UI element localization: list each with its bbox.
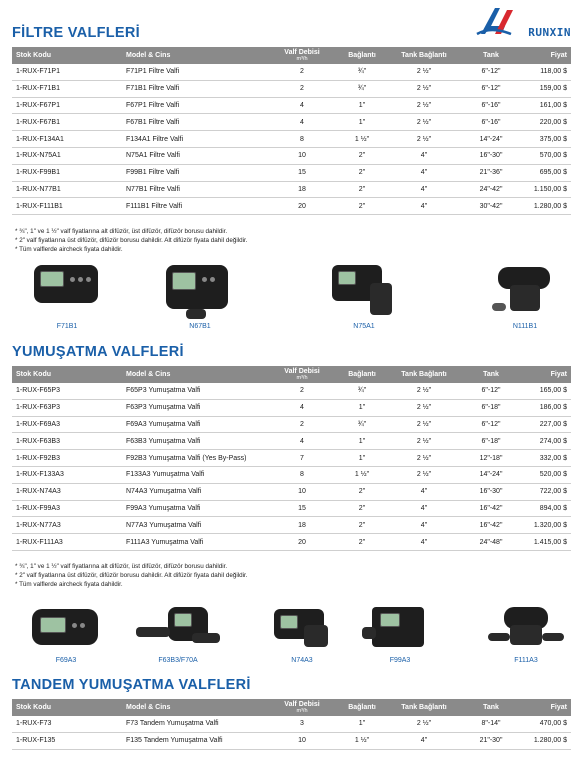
product-f63b3-f70a — [132, 605, 224, 669]
cell-conn: 2" — [334, 164, 390, 181]
table-row — [12, 433, 571, 450]
cell-price: 1.415,00 $ — [524, 534, 571, 551]
valve-screen — [380, 613, 400, 627]
col-code: Stok Kodu — [12, 699, 122, 716]
product-caption: N75A1 — [353, 323, 375, 330]
col-flow: Valf Debisi m³/h — [270, 366, 334, 383]
col-tank-conn: Tank Bağlantı — [390, 366, 458, 383]
cell-code: 1-RUX-N77A3 — [12, 517, 122, 534]
cell-tank: 6"-18" — [458, 399, 524, 416]
cell-conn: 2" — [334, 181, 390, 198]
brand-name: RUNXIN — [528, 26, 571, 39]
table-row — [12, 732, 571, 749]
cell-code: 1-RUX-F99A3 — [12, 500, 122, 517]
cell-price: 118,00 $ — [524, 64, 571, 80]
cell-conn: 1 ½" — [334, 466, 390, 483]
valve-screen — [280, 615, 298, 629]
cell-code: 1-RUX-F133A3 — [12, 466, 122, 483]
col-tank: Tank — [458, 366, 524, 383]
cell-tank-conn: 4" — [390, 147, 458, 164]
cell-tank: 24"-42" — [458, 181, 524, 198]
cell-price: 186,00 $ — [524, 399, 571, 416]
col-tank: Tank — [458, 47, 524, 64]
cell-flow: 2 — [270, 416, 334, 433]
note: * Tüm valflerde aircheck fiyata dahildir. — [15, 246, 123, 253]
cell-tank: 6"-12" — [458, 80, 524, 97]
col-price: Fiyat — [524, 699, 571, 716]
cell-tank: 8"-14" — [458, 716, 524, 732]
cell-price: 220,00 $ — [524, 114, 571, 131]
table-row — [12, 383, 571, 399]
cell-conn: 1 ½" — [334, 732, 390, 749]
table-row — [12, 500, 571, 517]
cell-price: 894,00 $ — [524, 500, 571, 517]
cell-flow: 20 — [270, 534, 334, 551]
cell-tank: 21"-36" — [458, 164, 524, 181]
cell-tank-conn: 2 ½" — [390, 466, 458, 483]
col-model: Model & Cins — [122, 699, 270, 716]
valve-screen — [40, 271, 64, 287]
cell-flow: 15 — [270, 164, 334, 181]
cell-tank: 12"-18" — [458, 450, 524, 467]
cell-conn: ¾" — [334, 80, 390, 97]
product-caption: F69A3 — [55, 657, 77, 664]
cell-model: N77B1 Filtre Valfi — [122, 181, 270, 198]
table-row — [12, 399, 571, 416]
cell-tank-conn: 2 ½" — [390, 416, 458, 433]
cell-tank-conn: 2 ½" — [390, 114, 458, 131]
cell-price: 695,00 $ — [524, 164, 571, 181]
table-row — [12, 97, 571, 114]
valve-screen — [40, 617, 66, 633]
cell-flow: 10 — [270, 483, 334, 500]
cell-code: 1-RUX-F67B1 — [12, 114, 122, 131]
table-row — [12, 416, 571, 433]
col-model: Model & Cins — [122, 366, 270, 383]
cell-tank-conn: 2 ½" — [390, 131, 458, 148]
product-n75a1 — [326, 263, 402, 338]
product-caption: F111A3 — [514, 657, 538, 664]
product-f111a3 — [486, 605, 566, 669]
cell-price: 159,00 $ — [524, 80, 571, 97]
valve-screen — [338, 271, 356, 285]
product-caption: F71B1 — [56, 323, 78, 330]
cell-code: 1-RUX-F111A3 — [12, 534, 122, 551]
cell-tank: 6"-16" — [458, 114, 524, 131]
cell-conn: ¾" — [334, 416, 390, 433]
cell-price: 1.320,00 $ — [524, 517, 571, 534]
col-code: Stok Kodu — [12, 366, 122, 383]
cell-tank: 14"-24" — [458, 131, 524, 148]
note: * ¾", 1" ve 1 ½" valf fiyatlarına alt difüzör, üst difüzör, difüzör borusu dahildir. — [15, 228, 228, 235]
cell-tank: 14"-24" — [458, 466, 524, 483]
note: * 2" valf fiyatlarına üst difüzör, difüzör borusu dahildir. Alt difüzör fiyata dahil değildir. — [15, 237, 248, 244]
valve-screen — [172, 272, 196, 290]
product-caption: F63B3/F70A — [158, 657, 198, 664]
cell-tank: 6"-12" — [458, 416, 524, 433]
cell-tank: 30"-42" — [458, 198, 524, 215]
table-row — [12, 450, 571, 467]
cell-flow: 10 — [270, 147, 334, 164]
col-tank-conn: Tank Bağlantı — [390, 699, 458, 716]
table-row — [12, 198, 571, 215]
cell-price: 722,00 $ — [524, 483, 571, 500]
cell-flow: 4 — [270, 114, 334, 131]
softener-table — [12, 366, 571, 551]
cell-tank-conn: 4" — [390, 164, 458, 181]
cell-code: 1-RUX-F135 — [12, 732, 122, 749]
cell-price: 161,00 $ — [524, 97, 571, 114]
cell-flow: 15 — [270, 500, 334, 517]
cell-code: 1-RUX-F63B3 — [12, 433, 122, 450]
cell-tank-conn: 2 ½" — [390, 716, 458, 732]
cell-tank-conn: 2 ½" — [390, 64, 458, 80]
col-tank-conn: Tank Bağlantı — [390, 47, 458, 64]
cell-conn: 1" — [334, 433, 390, 450]
cell-flow: 18 — [270, 517, 334, 534]
cell-code: 1-RUX-N75A1 — [12, 147, 122, 164]
cell-flow: 4 — [270, 399, 334, 416]
table-row — [12, 466, 571, 483]
col-conn: Bağlantı — [334, 699, 390, 716]
cell-tank-conn: 4" — [390, 500, 458, 517]
cell-flow: 20 — [270, 198, 334, 215]
table-row — [12, 131, 571, 148]
col-tank: Tank — [458, 699, 524, 716]
cell-tank: 16"-42" — [458, 500, 524, 517]
cell-price: 470,00 $ — [524, 716, 571, 732]
cell-conn: 1" — [334, 716, 390, 732]
cell-code: 1-RUX-F71B1 — [12, 80, 122, 97]
cell-tank-conn: 2 ½" — [390, 97, 458, 114]
table-row — [12, 80, 571, 97]
cell-tank: 6"-16" — [458, 97, 524, 114]
cell-model: F92B3 Yumuşatma Valfi (Yes By-Pass) — [122, 450, 270, 467]
cell-flow: 2 — [270, 80, 334, 97]
cell-model: F67P1 Filtre Valfi — [122, 97, 270, 114]
cell-code: 1-RUX-F69A3 — [12, 416, 122, 433]
cell-price: 1.150,00 $ — [524, 181, 571, 198]
product-n111b1 — [488, 263, 562, 338]
note: * 2" valf fiyatlarına üst difüzör, difüzör borusu dahildir. Alt difüzör fiyata dahil değildir. — [15, 572, 248, 579]
cell-code: 1-RUX-F134A1 — [12, 131, 122, 148]
softener-notes — [15, 562, 248, 589]
col-conn: Bağlantı — [334, 47, 390, 64]
cell-flow: 3 — [270, 716, 334, 732]
cell-model: F73 Tandem Yumuşatma Valfi — [122, 716, 270, 732]
col-conn: Bağlantı — [334, 366, 390, 383]
col-price: Fiyat — [524, 47, 571, 64]
cell-tank-conn: 2 ½" — [390, 399, 458, 416]
col-flow: Valf Debisi m³/h — [270, 47, 334, 64]
table-row — [12, 181, 571, 198]
cell-flow: 7 — [270, 450, 334, 467]
cell-code: 1-RUX-N77B1 — [12, 181, 122, 198]
cell-tank: 24"-48" — [458, 534, 524, 551]
tandem-section-title: TANDEM YUMUŞATMA VALFLERİ — [12, 677, 251, 693]
softener-section-title: YUMUŞATMA VALFLERİ — [12, 344, 184, 360]
cell-tank: 6"-12" — [458, 383, 524, 399]
cell-tank: 21"-30" — [458, 732, 524, 749]
cell-price: 520,00 $ — [524, 466, 571, 483]
cell-price: 1.280,00 $ — [524, 198, 571, 215]
cell-code: 1-RUX-N74A3 — [12, 483, 122, 500]
table-row — [12, 483, 571, 500]
cell-code: 1-RUX-F111B1 — [12, 198, 122, 215]
cell-code: 1-RUX-F73 — [12, 716, 122, 732]
cell-conn: 2" — [334, 517, 390, 534]
cell-tank-conn: 4" — [390, 198, 458, 215]
table-row — [12, 534, 571, 551]
cell-flow: 4 — [270, 433, 334, 450]
col-price: Fiyat — [524, 366, 571, 383]
cell-code: 1-RUX-F92B3 — [12, 450, 122, 467]
table-row — [12, 716, 571, 732]
cell-flow: 4 — [270, 97, 334, 114]
table-row — [12, 164, 571, 181]
cell-tank-conn: 4" — [390, 534, 458, 551]
cell-tank-conn: 2 ½" — [390, 383, 458, 399]
cell-conn: 2" — [334, 500, 390, 517]
cell-conn: ¾" — [334, 383, 390, 399]
cell-flow: 18 — [270, 181, 334, 198]
valve-screen — [174, 613, 192, 627]
product-caption: N74A3 — [291, 657, 313, 664]
cell-tank: 16"-42" — [458, 517, 524, 534]
col-model: Model & Cins — [122, 47, 270, 64]
cell-model: F67B1 Filtre Valfi — [122, 114, 270, 131]
cell-model: N77A3 Yumuşatma Valfi — [122, 517, 270, 534]
cell-code: 1-RUX-F99B1 — [12, 164, 122, 181]
cell-model: F63P3 Yumuşatma Valfi — [122, 399, 270, 416]
cell-tank-conn: 2 ½" — [390, 450, 458, 467]
col-code: Stok Kodu — [12, 47, 122, 64]
note: * Tüm valflerde aircheck fiyata dahildir. — [15, 581, 123, 588]
product-n67b1 — [162, 263, 238, 338]
cell-tank-conn: 4" — [390, 483, 458, 500]
cell-tank: 6"-12" — [458, 64, 524, 80]
cell-conn: 2" — [334, 534, 390, 551]
cell-model: F135 Tandem Yumuşatma Valfi — [122, 732, 270, 749]
cell-code: 1-RUX-F71P1 — [12, 64, 122, 80]
cell-conn: 1" — [334, 399, 390, 416]
cell-model: F69A3 Yumuşatma Valfi — [122, 416, 270, 433]
cell-flow: 10 — [270, 732, 334, 749]
filter-notes — [15, 227, 248, 254]
cell-tank-conn: 4" — [390, 517, 458, 534]
filter-table — [12, 47, 571, 215]
cell-conn: 1" — [334, 97, 390, 114]
cell-code: 1-RUX-F63P3 — [12, 399, 122, 416]
cell-model: N75A1 Filtre Valfi — [122, 147, 270, 164]
table-header — [12, 699, 571, 716]
table-header — [12, 366, 571, 383]
cell-model: F99B1 Filtre Valfi — [122, 164, 270, 181]
cell-flow: 8 — [270, 466, 334, 483]
cell-conn: 2" — [334, 483, 390, 500]
cell-price: 274,00 $ — [524, 433, 571, 450]
cell-conn: 1 ½" — [334, 131, 390, 148]
cell-tank: 6"-18" — [458, 433, 524, 450]
product-f99a3 — [362, 605, 438, 669]
cell-model: F111B1 Filtre Valfi — [122, 198, 270, 215]
table-row — [12, 147, 571, 164]
cell-tank-conn: 2 ½" — [390, 433, 458, 450]
cell-model: F71P1 Filtre Valfi — [122, 64, 270, 80]
cell-conn: ¾" — [334, 64, 390, 80]
cell-tank-conn: 2 ½" — [390, 80, 458, 97]
cell-flow: 2 — [270, 64, 334, 80]
cell-tank: 16"-30" — [458, 483, 524, 500]
cell-code: 1-RUX-F67P1 — [12, 97, 122, 114]
cell-model: F133A3 Yumuşatma Valfi — [122, 466, 270, 483]
cell-code: 1-RUX-F65P3 — [12, 383, 122, 399]
cell-tank: 16"-30" — [458, 147, 524, 164]
cell-conn: 1" — [334, 114, 390, 131]
cell-price: 570,00 $ — [524, 147, 571, 164]
product-caption: F99A3 — [389, 657, 411, 664]
table-row — [12, 517, 571, 534]
cell-model: F71B1 Filtre Valfi — [122, 80, 270, 97]
cell-tank-conn: 4" — [390, 181, 458, 198]
cell-price: 165,00 $ — [524, 383, 571, 399]
cell-price: 332,00 $ — [524, 450, 571, 467]
product-f71b1 — [32, 263, 102, 338]
note: * ¾", 1" ve 1 ½" valf fiyatlarına alt difüzör, üst difüzör, difüzör borusu dahildir. — [15, 563, 228, 570]
cell-tank-conn: 4" — [390, 732, 458, 749]
cell-price: 227,00 $ — [524, 416, 571, 433]
product-caption: N111B1 — [512, 323, 538, 330]
product-f69a3 — [28, 605, 104, 669]
filter-section-title: FİLTRE VALFLERİ — [12, 25, 141, 41]
cell-model: F134A1 Filtre Valfi — [122, 131, 270, 148]
product-n74a3 — [264, 605, 340, 669]
col-flow: Valf Debisi m³/h — [270, 699, 334, 716]
cell-model: F111A3 Yumuşatma Valfi — [122, 534, 270, 551]
cell-flow: 8 — [270, 131, 334, 148]
cell-model: F65P3 Yumuşatma Valfi — [122, 383, 270, 399]
cell-model: F99A3 Yumuşatma Valfi — [122, 500, 270, 517]
cell-price: 1.280,00 $ — [524, 732, 571, 749]
tandem-table — [12, 699, 571, 750]
table-row — [12, 114, 571, 131]
cell-conn: 2" — [334, 198, 390, 215]
cell-model: F63B3 Yumuşatma Valfi — [122, 433, 270, 450]
table-row — [12, 64, 571, 80]
cell-flow: 2 — [270, 383, 334, 399]
cell-price: 375,00 $ — [524, 131, 571, 148]
cell-conn: 2" — [334, 147, 390, 164]
table-header — [12, 47, 571, 64]
cell-model: N74A3 Yumuşatma Valfi — [122, 483, 270, 500]
product-caption: N67B1 — [189, 323, 211, 330]
cell-conn: 1" — [334, 450, 390, 467]
